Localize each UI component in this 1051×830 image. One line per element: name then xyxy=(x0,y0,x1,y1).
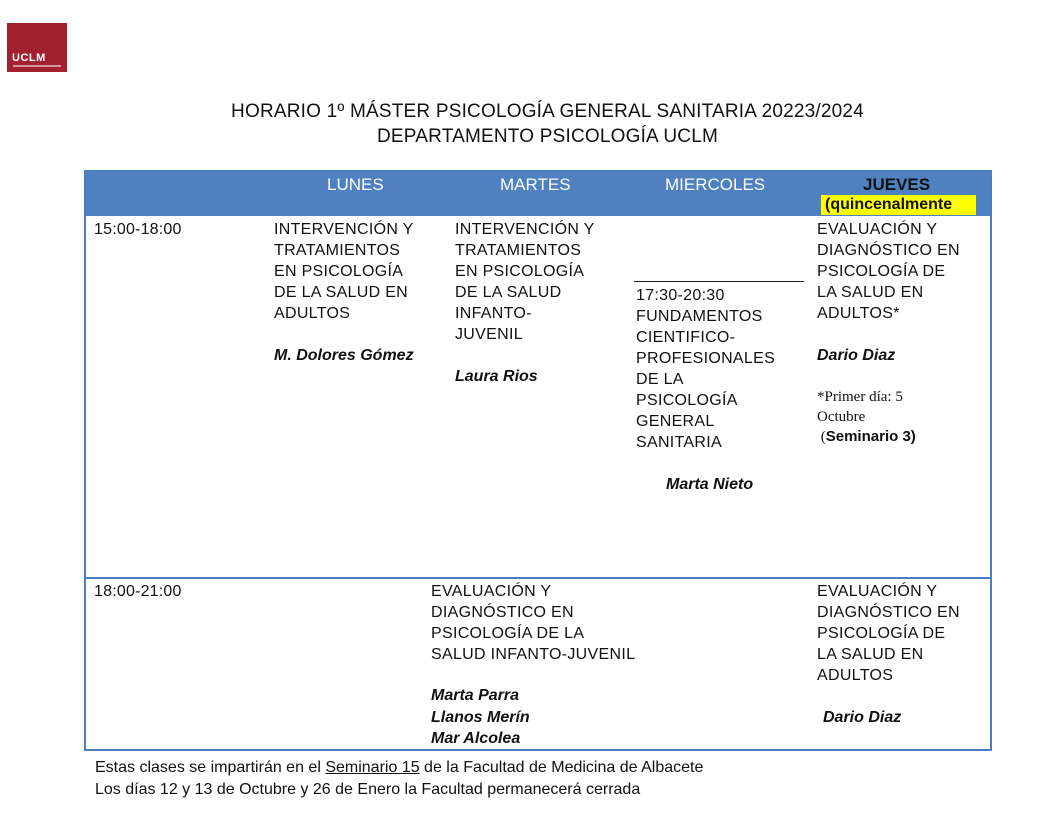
header-martes: MARTES xyxy=(500,175,571,194)
row1-lunes-professor: M. Dolores Gómez xyxy=(274,347,414,364)
schedule-table xyxy=(84,170,992,751)
logo-text: UCLM xyxy=(12,52,46,64)
miercoles-divider-line xyxy=(634,281,804,282)
time-slot-1: 15:00-18:00 xyxy=(94,221,182,238)
seminar-link-text: Seminario 15 xyxy=(325,759,420,776)
row1-martes-subject: INTERVENCIÓN Y TRATAMIENTOS EN PSICOLOGÍA DE LA SALUD INFANTO- JUVENIL xyxy=(455,221,595,343)
footer-closure-note: Los días 12 y 13 de Octubre y 26 de Enero la Facultad permanecerá cerrada xyxy=(95,781,641,798)
row1-jueves-subject: EVALUACIÓN Y DIAGNÓSTICO EN PSICOLOGÍA DE LA SALUD EN ADULTOS* xyxy=(817,221,960,322)
footer-location-note xyxy=(95,759,703,777)
header-lunes: LUNES xyxy=(327,175,384,194)
page-title: HORARIO 1º MÁSTER PSICOLOGÍA GENERAL SANITARIA 20223/2024 xyxy=(231,101,864,122)
row1-jueves-professor: Dario Diaz xyxy=(817,347,896,364)
uclm-logo xyxy=(7,23,67,72)
row2-martes-professors: Marta Parra Llanos Merín Mar Alcolea xyxy=(431,687,530,747)
row1-miercoles-subject: 17:30-20:30 FUNDAMENTOS CIENTIFICO- PROFESIONALES DE LA PSICOLOGÍA GENERAL SANITARIA xyxy=(636,287,776,451)
logo-underline xyxy=(13,65,61,67)
row-divider xyxy=(86,577,990,579)
row2-jueves-professor: Dario Diaz xyxy=(823,709,902,726)
page-subtitle: DEPARTAMENTO PSICOLOGÍA UCLM xyxy=(377,126,718,147)
row2-martes-subject: EVALUACIÓN Y DIAGNÓSTICO EN PSICOLOGÍA DE LA SALUD INFANTO-JUVENIL xyxy=(431,583,636,663)
header-jueves: JUEVES xyxy=(863,175,931,194)
row2-jueves-subject: EVALUACIÓN Y DIAGNÓSTICO EN PSICOLOGÍA DE LA SALUD EN ADULTOS xyxy=(817,583,960,684)
jueves-frequency-note: (quincenalmente xyxy=(821,195,976,215)
footer-line1-end: de la Facultad de Medicina de Albacete xyxy=(419,759,704,776)
row1-miercoles-professor: Marta Nieto xyxy=(666,476,754,493)
note-seminar: Seminario 3) xyxy=(825,428,916,445)
footer-line1-start: Estas clases se impartirán en el xyxy=(95,759,326,776)
row1-lunes-subject: INTERVENCIÓN Y TRATAMIENTOS EN PSICOLOGÍA DE LA SALUD EN ADULTOS xyxy=(274,221,414,322)
row1-martes-professor: Laura Rios xyxy=(455,368,538,385)
table-header xyxy=(86,172,990,216)
note-month: Octubre xyxy=(817,409,866,425)
note-first-day: *Primer día: 5 xyxy=(817,389,903,405)
note-location xyxy=(817,427,916,447)
note-paren: ( xyxy=(820,429,826,445)
time-slot-2: 18:00-21:00 xyxy=(94,583,182,600)
row1-jueves-note xyxy=(817,387,916,447)
header-miercoles: MIERCOLES xyxy=(665,175,766,194)
